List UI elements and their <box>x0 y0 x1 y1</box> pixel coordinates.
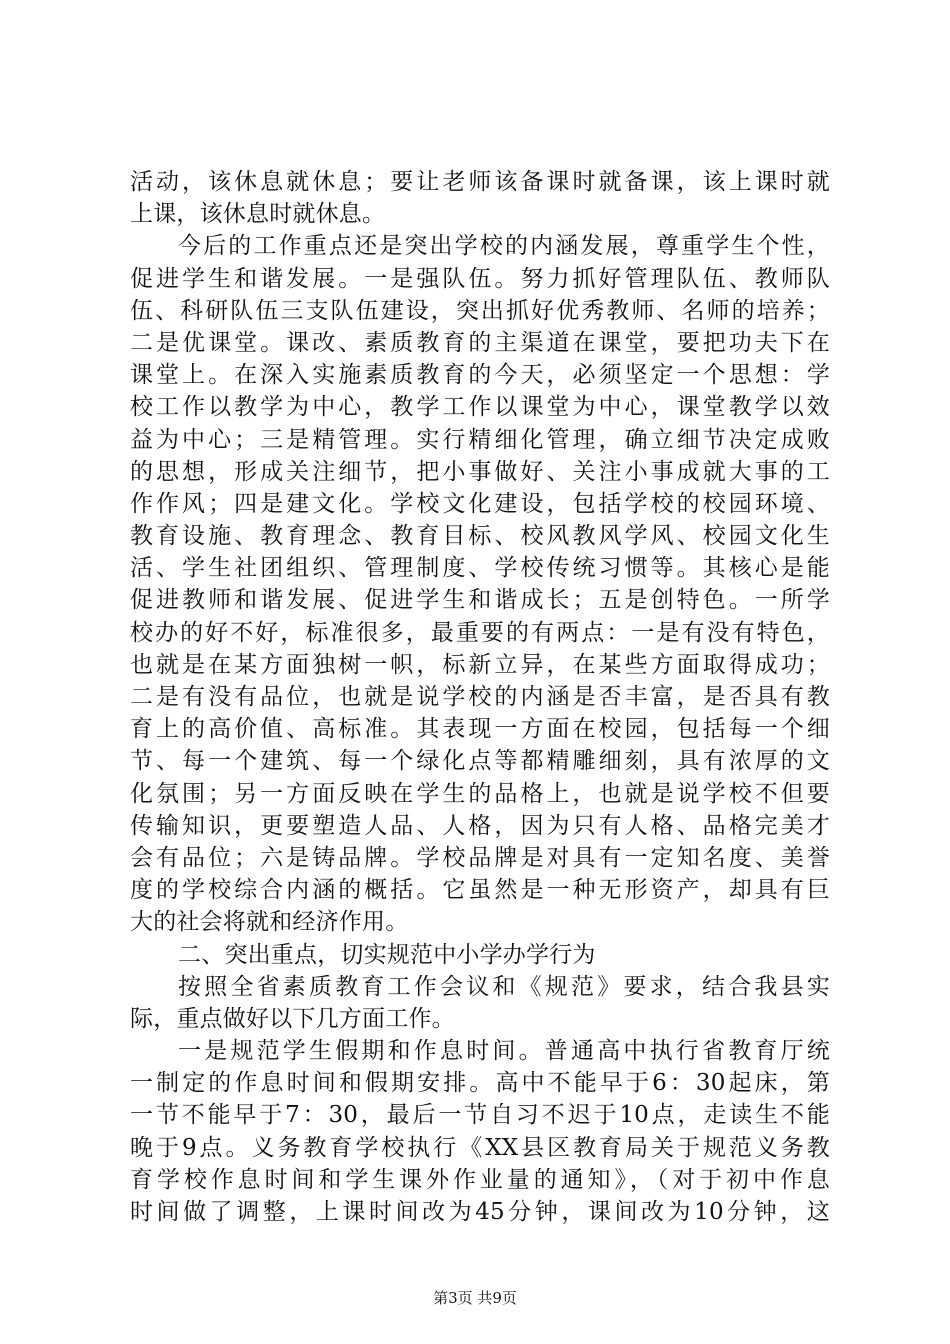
text-line: 伍、科研队伍三支队伍建设，突出抓好优秀教师、名师的培养； <box>130 297 830 324</box>
text-line: 会有品位；六是铸品牌。学校品牌是对具有一定知名度、美誉 <box>130 844 830 871</box>
text-line: 作作风；四是建文化。学校文化建设，包括学校的校园环境、 <box>130 490 830 517</box>
text-line: 一制定的作息时间和假期安排。高中不能早于6：30起床，第 <box>130 1070 830 1097</box>
text-line: 一节不能早于7：30，最后一节自习不迟于10点，走读生不能 <box>130 1102 830 1129</box>
text-line: 校办的好不好，标准很多，最重要的有两点：一是有没有特色， <box>130 619 830 646</box>
text-line: 化氛围；另一方面反映在学生的品格上，也就是说学校不但要 <box>130 780 830 807</box>
text-line: 的思想，形成关注细节，把小事做好、关注小事成就大事的工 <box>130 458 830 485</box>
page-footer <box>0 1288 950 1308</box>
text-line: 促进教师和谐发展、促进学生和谐成长；五是创特色。一所学 <box>130 587 830 614</box>
text-line: 活、学生社团组织、管理制度、学校传统习惯等。其核心是能 <box>130 555 830 582</box>
text-line: 度的学校综合内涵的概括。它虽然是一种无形资产，却具有巨 <box>130 877 830 904</box>
text-line: 教育设施、教育理念、教育目标、校风教风学风、校园文化生 <box>130 523 830 550</box>
text-line: 益为中心；三是精管理。实行精细化管理，确立细节决定成败 <box>130 426 830 453</box>
text-line: 晚于9点。义务教育学校执行《XX县区教育局关于规范义务教 <box>130 1134 830 1161</box>
text-line: 二是优课堂。课改、素质教育的主渠道在课堂，要把功夫下在 <box>130 329 830 356</box>
text-line: 大的社会将就和经济作用。 <box>130 909 409 936</box>
text-line: 也就是在某方面独树一帜，标新立异，在某些方面取得成功； <box>130 651 830 678</box>
text-line: 时间做了调整，上课时间改为45分钟，课间改为10分钟，这 <box>130 1199 830 1225</box>
text-line: 际，重点做好以下几方面工作。 <box>130 1005 455 1032</box>
text-line: 课堂上。在深入实施素质教育的今天，必须坚定一个思想：学 <box>130 362 830 389</box>
document-body <box>130 166 830 1228</box>
text-line: 今后的工作重点还是突出学校的内涵发展，尊重学生个性， <box>178 233 830 260</box>
text-line: 育学校作息时间和学生课外作业量的通知》，（对于初中作息 <box>130 1166 830 1193</box>
text-line: 育上的高价值、高标准。其表现一方面在校园，包括每一个细 <box>130 716 830 743</box>
text-line: 按照全省素质教育工作会议和《规范》要求，结合我县实 <box>178 973 830 1000</box>
text-line: 节、每一个建筑、每一个绿化点等都精雕细刻，具有浓厚的文 <box>130 748 830 775</box>
text-line: 二、突出重点，切实规范中小学办学行为 <box>178 941 596 968</box>
text-line: 校工作以教学为中心，教学工作以课堂为中心，课堂教学以效 <box>130 394 830 421</box>
text-line: 二是有没有品位，也就是说学校的内涵是否丰富，是否具有教 <box>130 684 830 710</box>
text-line: 一是规范学生假期和作息时间。普通高中执行省教育厅统 <box>178 1038 830 1065</box>
page-number: 第3页 共9页 <box>433 1289 517 1307</box>
text-line: 上课，该休息时就休息。 <box>130 201 386 228</box>
text-line: 传输知识，更要塑造人品、人格，因为只有人格、品格完美才 <box>130 812 830 839</box>
text-line: 活动，该休息就休息；要让老师该备课时就备课，该上课时就 <box>130 169 830 195</box>
text-line: 促进学生和谐发展。一是强队伍。努力抓好管理队伍、教师队 <box>130 265 830 292</box>
